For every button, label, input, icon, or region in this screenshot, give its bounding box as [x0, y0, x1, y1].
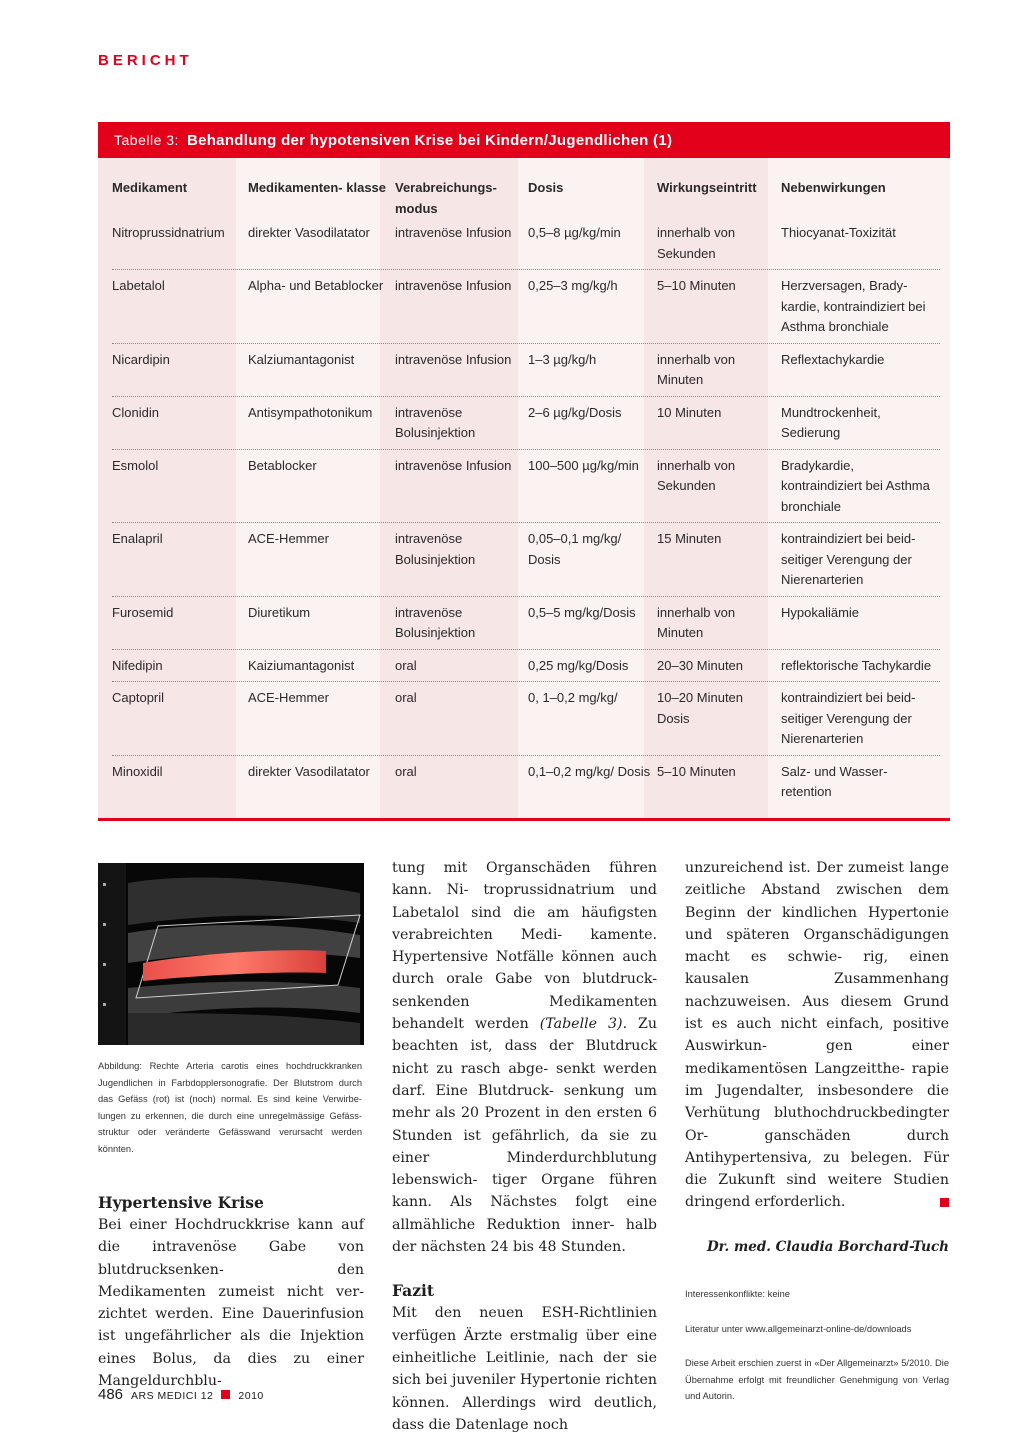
table-header-cell: Verabreichungs- modus — [395, 180, 497, 216]
table-title: Behandlung der hypotensiven Krise bei Kindern/Jugendlichen (1) — [186, 131, 673, 149]
conflict-of-interest: Interessenkonflikte: keine — [685, 1289, 790, 1300]
table-cell: Furosemid — [112, 604, 174, 620]
table-cell: oral — [395, 763, 417, 779]
table-cell: Enalapril — [112, 531, 163, 546]
ultrasound-graphic — [98, 863, 364, 1045]
text-column-3 — [685, 857, 949, 1405]
table-cell: Herzversagen, Brady- kardie, kontraindiziert bei Asthma bronchiale — [781, 278, 926, 334]
table-cell: 5–10 Minuten — [657, 763, 736, 779]
table-cell: Labetalol — [112, 278, 165, 293]
table-title-bar — [98, 122, 950, 158]
table-row — [112, 755, 940, 808]
section-label: BERICHT — [98, 52, 193, 69]
table-cell: intravenöse Bolusinjektion — [395, 604, 476, 640]
table-cell: Thiocyanat-Toxizität — [781, 225, 896, 240]
medication-table — [98, 122, 950, 820]
table-cell: Minoxidil — [112, 763, 163, 779]
table-cell: 0,25–3 mg/kg/h — [528, 278, 618, 293]
table-cell: intravenöse Infusion — [395, 225, 512, 240]
table-cell: innerhalb von Minuten — [657, 604, 736, 640]
end-mark-icon — [940, 1198, 949, 1207]
separator-square-icon — [221, 1390, 230, 1399]
table-cell: kontraindiziert bei beid- seitiger Verengung der Nierenarterien — [781, 531, 916, 587]
table-cell: intravenöse Infusion — [395, 278, 512, 293]
table-cell: Antisympathotonikum — [248, 404, 373, 420]
table-cell: 0,5–5 mg/kg/Dosis — [528, 604, 636, 620]
table-cell: innerhalb von Minuten — [657, 351, 736, 387]
table-cell: intravenöse Infusion — [395, 351, 512, 367]
table-cell: Hypokaliämie — [781, 604, 860, 620]
table-cell: innerhalb von Sekunden — [657, 457, 736, 493]
paragraph — [685, 857, 949, 1214]
table-cell: 15 Minuten — [657, 531, 722, 546]
table-cell: reflektorische Tachykardie — [781, 657, 932, 673]
table-cell: Clonidin — [112, 404, 159, 420]
table-cell: innerhalb von Sekunden — [657, 225, 736, 261]
table-cell: kontraindiziert bei beid- seitiger Verengung der Nierenarterien — [781, 690, 916, 746]
text-column-1 — [98, 1192, 364, 1392]
table-row — [112, 343, 940, 396]
table-row — [112, 396, 940, 449]
table-header-cell: Nebenwirkungen — [781, 180, 886, 195]
table-header-cell: Medikamenten- klasse — [248, 180, 387, 195]
table-row — [112, 269, 940, 343]
table-cell: Bradykardie, kontraindiziert bei Asthma bronchiale — [781, 457, 930, 514]
table-cell: ACE-Hemmer — [248, 690, 329, 705]
table-cell: direkter Vasodilatator — [248, 225, 370, 240]
table-cell: 100–500 µg/kg/min — [528, 457, 639, 473]
table-cell: Kaiziumantagonist — [248, 657, 355, 673]
table-header-cell: Medikament — [112, 180, 188, 195]
table-cell: Esmolol — [112, 457, 159, 473]
table-cell: Diuretikum — [248, 604, 311, 620]
table-cell: 0,5–8 µg/kg/min — [528, 225, 621, 240]
table-row — [112, 223, 940, 269]
author: Dr. med. Claudia Borchard-Tuch — [706, 1238, 949, 1255]
table-row — [112, 649, 940, 682]
origin-note: Diese Arbeit erschien zuerst in «Der Allgemeinarzt» 5/2010. Die Übernahme erfolgt mit freundlicher Genehmigung von Verlag und Autorin. — [685, 1358, 949, 1402]
table-cell: direkter Vasodilatator — [248, 763, 370, 779]
issue-year: 2010 — [238, 1390, 264, 1402]
table-cell: ACE-Hemmer — [248, 531, 329, 546]
paragraph-text: . Zu beachten ist, dass der Blutdruck nicht zu rasch abge- senkt werden darf. Eine Blutdruck- senkung um mehr als 20 Prozent in den ersten 6 Stunden ist gefährlich, da sie zu einer Minderdurchblutung lebenswich- tiger Organe führen kann. Als Nächstes folgt eine allmähliche Reduktion inner- halb der nächsten 24 bis 48 Stunden. — [392, 1016, 658, 1256]
table-row — [112, 681, 940, 755]
table-cell: intravenöse Bolusinjektion — [395, 404, 476, 440]
section-heading: Hypertensive Krise — [98, 1193, 264, 1212]
paragraph-text: tung mit Organschäden führen kann. Ni- troprussidnatrium und Labetalol sind die am häufigsten verabreichten Medi- kamente. Hypertensive Notfälle können auch durch orale Gabe von blutdruck- senkenden Medikamenten behandelt werden — [392, 860, 657, 1033]
table-cell: Reflextachykardie — [781, 351, 885, 367]
table-row — [112, 596, 940, 649]
table-cell: 0,1–0,2 mg/kg/ Dosis — [528, 763, 651, 779]
table-cell: 1–3 µg/kg/h — [528, 351, 597, 367]
table-cell: Salz- und Wasser- retention — [781, 763, 888, 799]
section-heading: Fazit — [392, 1281, 435, 1301]
paragraph: Mit den neuen ESH-Richtlinien verfügen Ärzte erstmalig über eine einheitliche Leitlinie, nach der sie sich bei juveniler Hypertonie richten können. Allerdings wird deutlich, dass die Datenlage noch — [392, 1305, 657, 1433]
table-cell: Captopril — [112, 690, 165, 705]
table-cell: intravenöse Bolusinjektion — [395, 531, 476, 567]
text-column-2 — [392, 857, 657, 1436]
literature-note: Literatur unter www.allgemeinarzt-online-de/downloads — [685, 1323, 912, 1334]
table-cell: 0,25 mg/kg/Dosis — [528, 657, 629, 673]
table-cell: Nicardipin — [112, 351, 170, 367]
table-cell: Alpha- und Betablocker — [248, 278, 384, 293]
table-row — [112, 449, 940, 523]
table-cell: intravenöse Infusion — [395, 457, 512, 473]
table-rows — [112, 223, 940, 808]
table-header-cell: Wirkungseintritt — [657, 180, 757, 195]
table-header-cell: Dosis — [528, 180, 564, 195]
table-body — [112, 178, 940, 808]
table-cell: Kalziumantagonist — [248, 351, 355, 367]
table-cell: Betablocker — [248, 457, 317, 473]
table-row — [112, 522, 940, 596]
table-header-row — [112, 178, 940, 219]
ultrasound-image — [98, 863, 364, 1045]
table-cell: 20–30 Minuten — [657, 657, 744, 673]
table-cell: oral — [395, 657, 417, 673]
paragraph — [392, 857, 657, 1258]
table-cell: 10 Minuten — [657, 404, 722, 420]
page-number: 486 — [98, 1386, 124, 1403]
table-cell: Mundtrockenheit, Sedierung — [781, 404, 881, 440]
magazine-issue: ARS MEDICI 12 — [131, 1390, 214, 1402]
table-reference: (Tabelle 3) — [539, 1016, 623, 1033]
table-cell: oral — [395, 690, 417, 705]
table-cell: Nitroprussidnatrium — [112, 225, 225, 240]
page-footer — [98, 1386, 264, 1403]
table-cell: 0,05–0,1 mg/kg/ Dosis — [528, 531, 622, 567]
table-cell: 10–20 Minuten Dosis — [657, 690, 744, 726]
table-cell: 0, 1–0,2 mg/kg/ — [528, 690, 618, 705]
paragraph: Bei einer Hochdruckkrise kann auf die intravenöse Gabe von blutdrucksenken- den Medikamenten zumeist nicht ver- zichtet werden. Eine Dauerinfusion ist ungefährlicher als die Injektion eines Bolus, da dies zu einer Mangeldurchblu- — [98, 1217, 364, 1390]
table-cell: 2–6 µg/kg/Dosis — [528, 404, 622, 420]
figure-caption: Abbildung: Rechte Arteria carotis eines hochdruckkranken Jugendlichen in Farbdopplersonografie. Der Blutstrom durch das Gefäss (rot) ist (noch) normal. Es sind keine Verwirbe- lungen zu erkennen, die durch eine unregelmässige Gefäss- struktur oder veränderte Gefässwand verursacht werden könnten. — [98, 1061, 362, 1154]
table-number: Tabelle 3: — [114, 132, 179, 148]
table-cell: Nifedipin — [112, 657, 163, 673]
table-bottom-rule — [98, 818, 950, 821]
table-cell: 5–10 Minuten — [657, 278, 736, 293]
paragraph-text: unzureichend ist. Der zumeist lange zeitliche Abstand zwischen dem Beginn der kindlichen Hypertonie und späteren Organschädigungen macht es schwie- rig, einen kausalen Zusammenhang nachzuweisen. Aus diesem Grund ist es auch nicht einfach, positive Auswirkun- gen einer medikamentösen Langzeitthe- rapie im Jugendalter, insbesondere die Verhütung bluthochdruckbedingter Or- ganschäden durch Antihypertensiva, zu belegen. Für die Zukunft sind weitere Studien dringend erforderlich. — [685, 860, 949, 1211]
